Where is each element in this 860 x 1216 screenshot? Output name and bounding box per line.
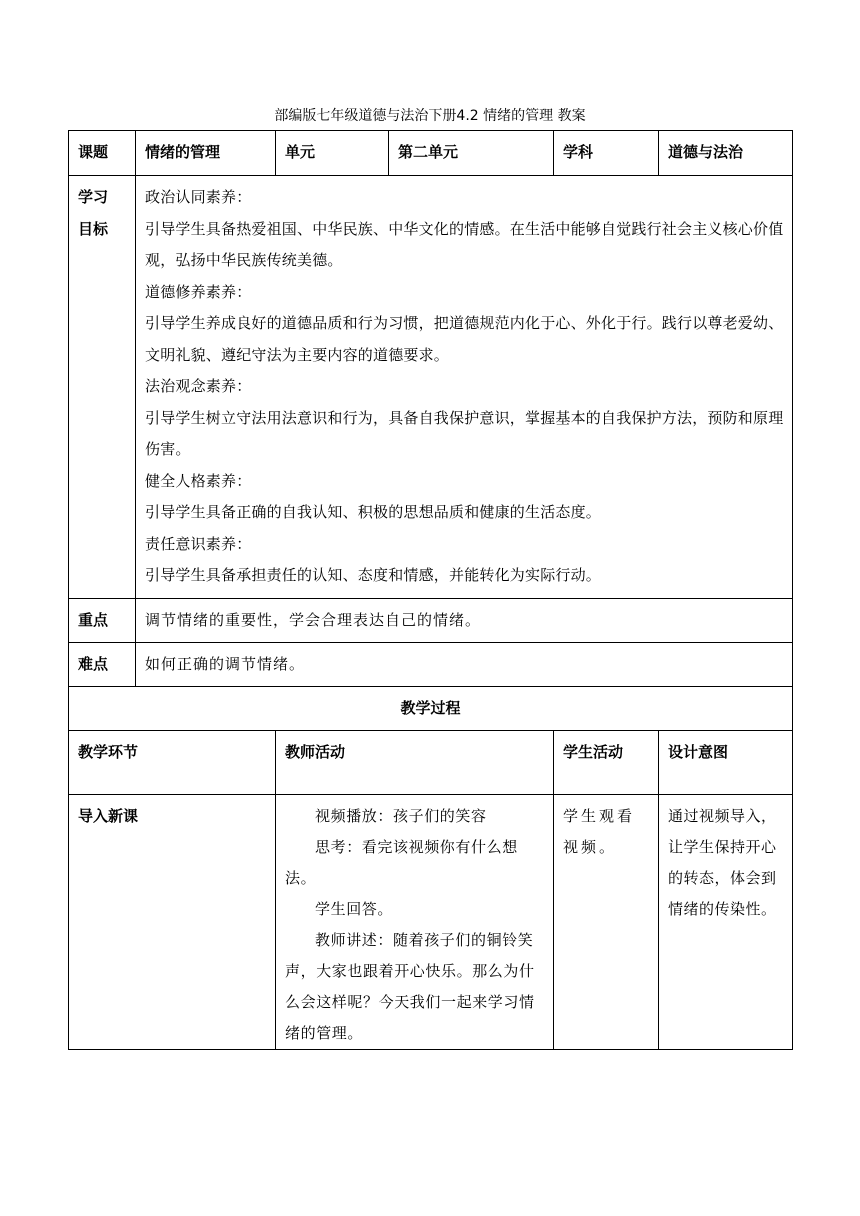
key-point-row — [69, 598, 793, 642]
difficulty-label: 难点 — [69, 642, 136, 686]
subject-label: 学科 — [554, 131, 659, 176]
learning-goals-row — [69, 176, 793, 599]
header-teacher: 教师活动 — [276, 730, 554, 794]
header-student: 学生活动 — [554, 730, 659, 794]
student-activity: 学生观看视频。 — [554, 794, 659, 1049]
teacher-step-video: 视频播放：孩子们的笑容 — [315, 806, 487, 825]
process-row-intro — [69, 794, 793, 1049]
process-header-row — [69, 730, 793, 794]
document-title: 部编版七年级道德与法治下册4.2 情绪的管理 教案 — [274, 108, 586, 124]
goal-heading-responsibility: 责任意识素养： — [145, 534, 252, 553]
goal-text-political: 引导学生具备热爱祖国、中华民族、中华文化的情感。在生活中能够自觉践行社会主义核心价值观，弘扬中华民族传统美德。 — [145, 219, 784, 269]
course-value: 情绪的管理 — [136, 131, 276, 176]
course-info-row — [69, 131, 793, 176]
unit-value: 第二单元 — [389, 131, 554, 176]
teacher-step-think: 思考：看完该视频你有什么想法。 — [285, 837, 518, 887]
design-intent: 通过视频导入，让学生保持开心的转态，体会到情绪的传染性。 — [659, 794, 793, 1049]
goal-text-personality: 引导学生具备正确的自我认知、积极的思想品质和健康的生活态度。 — [145, 503, 602, 521]
goal-heading-moral: 道德修养素养： — [145, 282, 252, 301]
goal-heading-law: 法治观念素养： — [145, 377, 252, 395]
teacher-step-explain: 教师讲述：随着孩子们的铜铃笑声，大家也跟着开心快乐。那么为什么会这样呢？今天我们一起来学习情绪的管理。 — [285, 930, 535, 1042]
difficulty-value: 如何正确的调节情绪。 — [136, 642, 793, 686]
goals-label-line2: 目标 — [78, 219, 109, 238]
goal-heading-personality: 健全人格素养： — [145, 471, 252, 490]
process-title-row — [69, 686, 793, 730]
subject-value: 道德与法治 — [659, 131, 793, 176]
process-title: 教学过程 — [69, 686, 793, 730]
goal-text-law: 引导学生树立守法用法意识和行为，具备自我保护意识，掌握基本的自我保护方法，预防和原理伤害。 — [145, 408, 784, 458]
difficulty-row — [69, 642, 793, 686]
goals-label-line1: 学习 — [78, 188, 109, 206]
header-intent: 设计意图 — [659, 730, 793, 794]
goals-label — [69, 176, 136, 599]
course-label: 课题 — [69, 131, 136, 176]
goal-heading-political: 政治认同素养： — [145, 188, 252, 206]
header-stage: 教学环节 — [69, 730, 276, 794]
key-point-value: 调节情绪的重要性，学会合理表达自己的情绪。 — [136, 598, 793, 642]
teacher-step-answer: 学生回答。 — [315, 899, 394, 918]
teacher-activity — [276, 794, 554, 1049]
goal-text-moral: 引导学生养成良好的道德品质和行为习惯，把道德规范内化于心、外化于行。践行以尊老爱幼、文明礼貌、遵纪守法为主要内容的道德要求。 — [145, 314, 784, 364]
stage-intro: 导入新课 — [69, 794, 276, 1049]
unit-label: 单元 — [276, 131, 389, 176]
key-point-label: 重点 — [69, 598, 136, 642]
goals-content — [136, 176, 793, 599]
lesson-plan-table — [68, 130, 793, 1050]
goal-text-responsibility: 引导学生具备承担责任的认知、态度和情感，并能转化为实际行动。 — [145, 566, 602, 584]
